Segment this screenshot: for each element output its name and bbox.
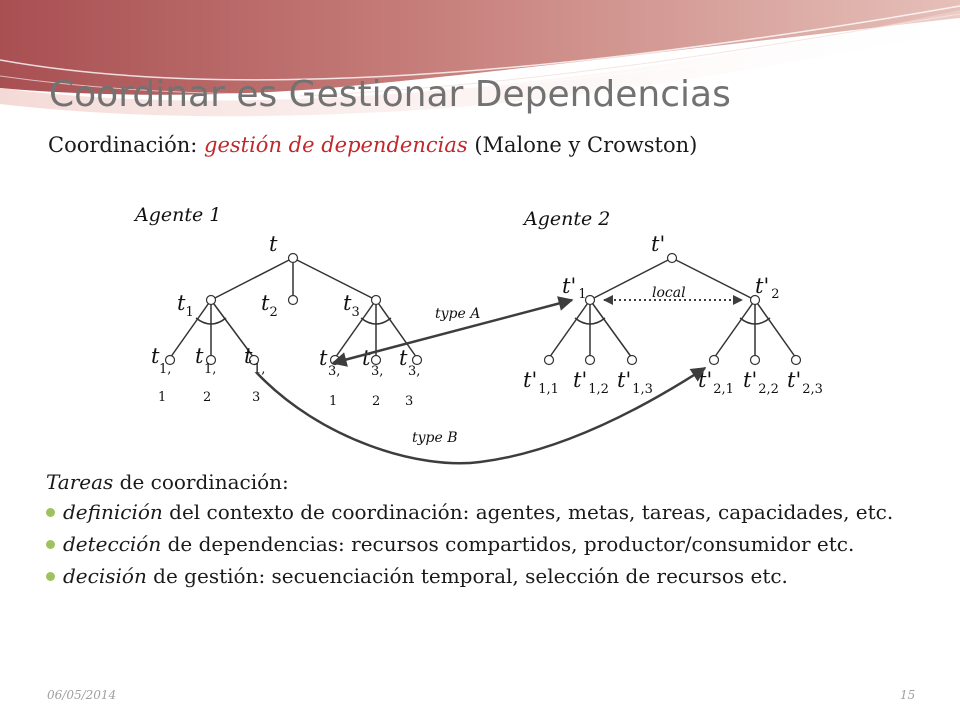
list-item: [46, 532, 926, 556]
label-tp22-sub: 2,2: [758, 382, 779, 397]
node-tp13: [628, 356, 637, 365]
label-tp23-main: t': [787, 368, 802, 392]
node-tp: [668, 254, 677, 263]
node-t2: [289, 296, 298, 305]
label-t: t: [269, 232, 278, 256]
label-t31-main: t: [319, 346, 328, 370]
label-tp11-sub: 1,1: [538, 382, 559, 397]
label-t11-main: t: [151, 344, 160, 368]
edge-tp1-tp13: [590, 300, 632, 358]
label-tp12-sub: 1,2: [588, 382, 609, 397]
label-t3-sub: 3: [351, 305, 360, 320]
label-t32-sub-bot: 2: [372, 394, 381, 409]
label-tp2-sub: 2: [771, 287, 780, 302]
label-t33-sub-bot: 3: [405, 394, 414, 409]
label-t31-sub-top: 3,: [328, 364, 341, 379]
label-tp13: [617, 368, 653, 397]
edge-tp2-tp21: [714, 300, 755, 358]
label-t33-main: t: [399, 346, 408, 370]
label-t31-sub-bot: 1: [329, 394, 338, 409]
type-a-label: type A: [435, 306, 481, 322]
tasks-lead: [46, 470, 926, 494]
label-t2-main: t: [261, 291, 270, 315]
bullet-icon: [46, 508, 55, 517]
label-t1-main: t: [177, 291, 186, 315]
label-tp13-main: t': [617, 368, 632, 392]
label-tp1-sub: 1: [578, 287, 587, 302]
label-tp: t': [651, 232, 666, 256]
label-t12-sub-top: 1,: [204, 362, 217, 377]
list-item-em: detección: [63, 532, 162, 556]
agent2-label: Agente 2: [524, 208, 611, 230]
label-t11-sub-top: 1,: [159, 362, 172, 377]
list-item-text: del contexto de coordinación: agentes, metas, tareas, capacidades, etc.: [162, 500, 894, 524]
label-t3-main: t: [343, 291, 352, 315]
tasks-lead-em: Tareas: [46, 470, 114, 494]
type-b-label: type B: [412, 430, 458, 446]
list-item: [46, 564, 926, 588]
label-t2-sub: 2: [269, 305, 278, 320]
label-tp13-sub: 1,3: [632, 382, 653, 397]
edge-t-t3: [293, 258, 376, 300]
label-tp22: [743, 368, 779, 397]
list-item: [46, 500, 926, 524]
label-tp21: [698, 368, 734, 397]
label-tp23: [787, 368, 823, 397]
node-t3: [372, 296, 381, 305]
label-tp1: [562, 274, 587, 302]
label-t11-sub-bot: 1: [158, 390, 167, 405]
agent2-tree: [549, 258, 796, 358]
label-tp22-main: t': [743, 368, 758, 392]
page-number: 15: [900, 688, 916, 702]
bullet-icon: [46, 540, 55, 549]
label-t3: [343, 291, 360, 320]
label-tp21-main: t': [698, 368, 713, 392]
tasks-lead-rest: de coordinación:: [113, 470, 289, 494]
label-t13-sub-bot: 3: [252, 390, 261, 405]
label-tp2-main: t': [755, 274, 770, 298]
label-t1-sub: 1: [185, 305, 194, 320]
edge-tp2-tp23: [755, 300, 796, 358]
label-t32-sub-top: 3,: [371, 364, 384, 379]
list-item-text: de gestión: secuenciación temporal, selección de recursos etc.: [146, 564, 788, 588]
label-t32-main: t: [362, 346, 371, 370]
label-t12-sub-bot: 2: [203, 390, 212, 405]
node-tp12: [586, 356, 595, 365]
label-tp11: [523, 368, 559, 397]
list-item-em: definición: [63, 500, 163, 524]
label-t12-main: t: [195, 344, 204, 368]
bullet-icon: [46, 572, 55, 581]
node-tp11: [545, 356, 554, 365]
list-item-text: de dependencias: recursos compartidos, productor/consumidor etc.: [161, 532, 855, 556]
label-t1: [177, 291, 194, 320]
label-tp21-sub: 2,1: [713, 382, 734, 397]
agent1-label: Agente 1: [135, 204, 222, 226]
node-tp21: [710, 356, 719, 365]
label-tp1-main: t': [562, 274, 577, 298]
subtitle-prefix: Coordinación:: [48, 133, 204, 157]
node-tp22: [751, 356, 760, 365]
footer-date: 06/05/2014: [47, 688, 117, 702]
local-label: local: [652, 285, 686, 301]
label-tp12: [573, 368, 609, 397]
edge-tp1-tp11: [549, 300, 590, 358]
subtitle-highlight: gestión de dependencias: [204, 133, 468, 157]
tasks-list: [46, 500, 926, 588]
edge-t-t1: [211, 258, 293, 300]
label-tp2: [755, 274, 780, 302]
label-t2: [261, 291, 278, 320]
node-tp1: [586, 296, 595, 305]
node-t: [289, 254, 298, 263]
label-t13-main: t: [244, 344, 253, 368]
node-tp23: [792, 356, 801, 365]
list-item-em: decisión: [63, 564, 147, 588]
label-t13-sub-top: 1,: [253, 362, 266, 377]
node-t1: [207, 296, 216, 305]
agent1-tree: [170, 258, 417, 358]
label-t33-sub-top: 3,: [408, 364, 421, 379]
label-tp23-sub: 2,3: [802, 382, 823, 397]
slide-title: Coordinar es Gestionar Dependencias: [49, 74, 731, 115]
subtitle-suffix: (Malone y Crowston): [467, 133, 698, 157]
label-tp12-main: t': [573, 368, 588, 392]
label-tp11-main: t': [523, 368, 538, 392]
coordination-tasks: [46, 470, 926, 596]
